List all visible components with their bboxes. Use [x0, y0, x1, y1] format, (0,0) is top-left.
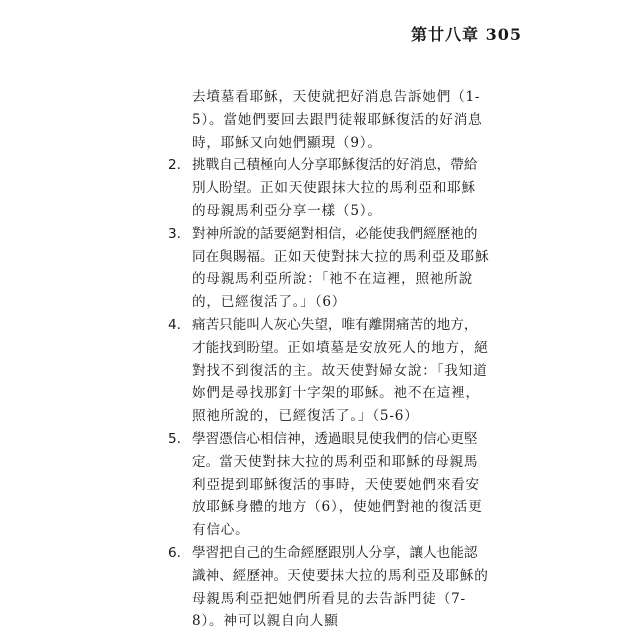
- item-lead: 學習憑信心相信神，透過眼見使我們的信心更堅定。: [192, 430, 478, 470]
- page-body: [168, 86, 490, 633]
- page-number: 305: [485, 25, 522, 44]
- list-item: [168, 428, 490, 542]
- item-number: 4.: [168, 316, 181, 333]
- page-header: [411, 22, 522, 45]
- item-lead: 痛苦只能叫人灰心失望，唯有離開痛苦的地方，才能找到盼望。: [192, 316, 478, 356]
- list-item: [168, 154, 490, 222]
- continuation-paragraph: 去墳墓看耶穌，天使就把好消息告訴她們（1-5）。當她們要回去跟門徒報耶穌復活的好消息時，耶穌又向她們顯現（9）。: [192, 89, 483, 151]
- item-number: 6.: [168, 544, 181, 561]
- item-body: 當天使對抹大拉的馬利亞和耶穌的母親馬利亞提到耶穌復活的事時，天使要她們來看安放耶穌身體的地方（6），使她們對祂的復活更有信心。: [192, 453, 483, 539]
- item-lead: 對神所說的話要絕對相信，必能使我們經歷祂的同在與賜福。: [192, 225, 478, 265]
- chapter-title: 第廿八章: [411, 25, 480, 44]
- item-number: 2.: [168, 157, 181, 174]
- item-number: 3.: [168, 225, 181, 242]
- list-item: [168, 314, 490, 428]
- item-lead: 挑戰自己積極向人分享耶穌復活的好消息，帶給別人盼望。: [192, 157, 478, 197]
- list-item: [168, 223, 490, 314]
- item-body: 正如天使對抹大拉的馬利亞及耶穌的母親馬利亞所說：「祂不在這裡，照祂所說的，已經復活了。」（6）: [192, 248, 490, 311]
- list-item: [168, 542, 490, 633]
- item-body: 天使要抹大拉的馬利亞及耶穌的母親馬利亞把她們所看見的去告訴門徒（7-8）。神可以親自向人顯: [192, 567, 489, 630]
- item-body: 正如墳墓是安放死人的地方，絕對找不到復活的主。故天使對婦女說：「我知道妳們是尋找那釘十字架的耶穌。祂不在這裡，照祂所說的，已經復活了。」（5-6）: [192, 339, 489, 425]
- item-body: 正如天使跟抹大拉的馬利亞和耶穌的母親馬利亞分享一樣（5）。: [192, 180, 476, 219]
- item-lead: 學習把自己的生命經歷跟別人分享，讓人也能認識神、經歷神。: [192, 544, 478, 584]
- item-number: 5.: [168, 430, 181, 447]
